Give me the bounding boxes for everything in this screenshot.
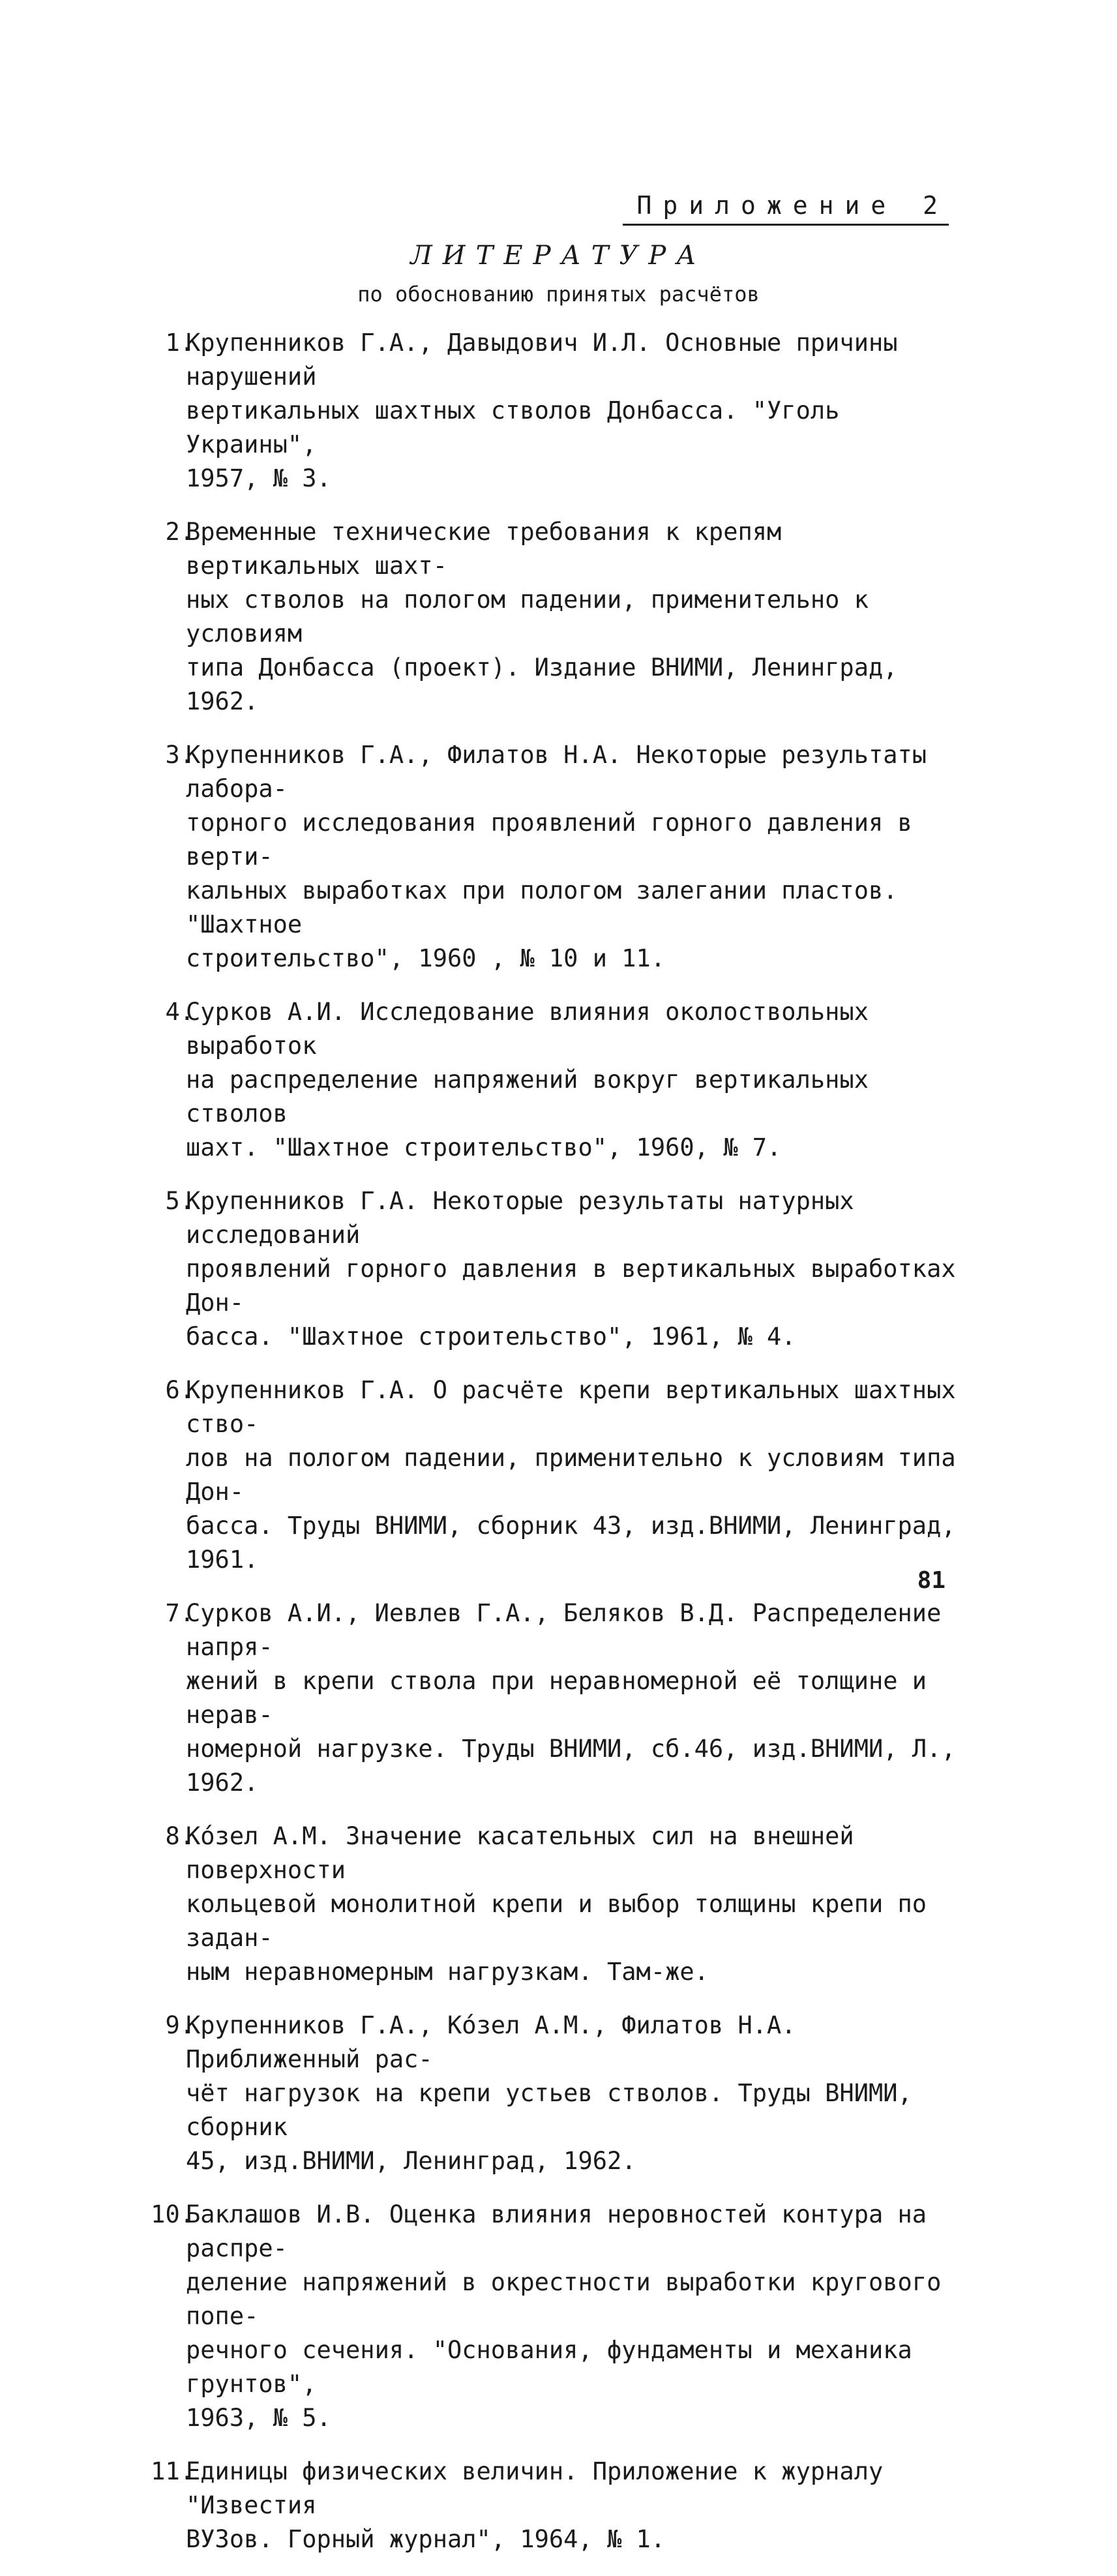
reference-item: [0, 2009, 1117, 2178]
reference-text: Сурков А.И., Иевлев Г.А., Беляков В.Д. Распределение напря- жений в крепи ствола при неравномерной её толщине и нерав- номерной нагрузке. Труды ВНИМИ, сб.46, изд.ВНИМИ, Л., 1962.: [186, 1599, 956, 1797]
reference-text: Крупенников Г.А., Давыдович И.Л. Основные причины нарушений вертикальных шахтных стволов Донбасса. "Уголь Украины", 1957, № 3.: [186, 329, 898, 492]
reference-text: Баклашов И.В. Оценка влияния неровностей контура на распре- деление напряжений в окрестности выработки кругового попе- речного сечения. "Основания, фундаменты и механика грунтов", 1963, № 5.: [186, 2200, 942, 2432]
page-number: 81: [917, 1567, 946, 1594]
reference-number: 7.: [165, 1599, 194, 1627]
reference-number: 9.: [165, 2011, 194, 2039]
reference-number: 5.: [165, 1187, 194, 1215]
reference-item: [0, 2455, 1117, 2556]
reference-number: 11.: [151, 2457, 194, 2485]
reference-text: Единицы физических величин. Приложение к журналу "Известия ВУЗов. Горный журнал", 1964, № 1.: [186, 2457, 884, 2553]
reference-text: Ко́зел А.М. Значение касательных сил на внешней поверхности кольцевой монолитной крепи и выбор толщины крепи по задан- ным неравномерным нагрузкам. Там-же.: [186, 1822, 927, 1986]
reference-text: Крупенников Г.А. О расчёте крепи вертикальных шахтных ство- лов на пологом падении, применительно к условиям типа Дон- басса. Труды ВНИМИ, сборник 43, изд.ВНИМИ, Ленинград, 1961.: [186, 1376, 956, 1574]
reference-item: [0, 995, 1117, 1165]
appendix-underline: [623, 224, 949, 226]
reference-text: Сурков А.И. Исследование влияния околоствольных выработок на распределение напряжений вокруг вертикальных стволов шахт. "Шахтное строительство", 1960, № 7.: [186, 998, 869, 1161]
reference-item: [0, 1373, 1117, 1577]
reference-number: 8.: [165, 1822, 194, 1850]
reference-item: [0, 1820, 1117, 1989]
reference-list: [0, 326, 1117, 2576]
reference-text: Крупенников Г.А. Некоторые результаты натурных исследований проявлений горного давления в вертикальных выработках Дон- басса. "Шахтное строительство", 1961, № 4.: [186, 1187, 956, 1351]
reference-number: 2.: [165, 518, 194, 546]
reference-number: 1.: [165, 329, 194, 357]
reference-item: [0, 326, 1117, 496]
reference-item: [0, 2198, 1117, 2435]
reference-item: [0, 1184, 1117, 1354]
reference-number: 4.: [165, 998, 194, 1026]
reference-text: Крупенников Г.А., Ко́зел А.М., Филатов Н.А. Приближенный рас- чёт нагрузок на крепи устьев стволов. Труды ВНИМИ, сборник 45, изд.ВНИМИ, Ленинград, 1962.: [186, 2011, 912, 2175]
reference-item: [0, 1596, 1117, 1800]
reference-number: 6.: [165, 1376, 194, 1404]
reference-number: 3.: [165, 741, 194, 769]
appendix-heading: Приложение 2: [636, 191, 949, 220]
reference-number: 10.: [151, 2200, 194, 2228]
reference-item: [0, 738, 1117, 976]
reference-text: Временные технические требования к крепям вертикальных шахт- ных стволов на пологом падении, применительно к условиям типа Донбасса (проект). Издание ВНИМИ, Ленинград, 1962.: [186, 518, 898, 715]
reference-item: [0, 515, 1117, 719]
page-subtitle: по обоснованию принятых расчётов: [357, 282, 760, 307]
page-title: ЛИТЕРАТУРА: [410, 241, 707, 271]
reference-text: Крупенников Г.А., Филатов Н.А. Некоторые результаты лабора- торного исследования проявлений горного давления в верти- кальных выработках при пологом залегании пластов. "Шахтное строительство", 1960 , № 10 и 11.: [186, 741, 927, 972]
